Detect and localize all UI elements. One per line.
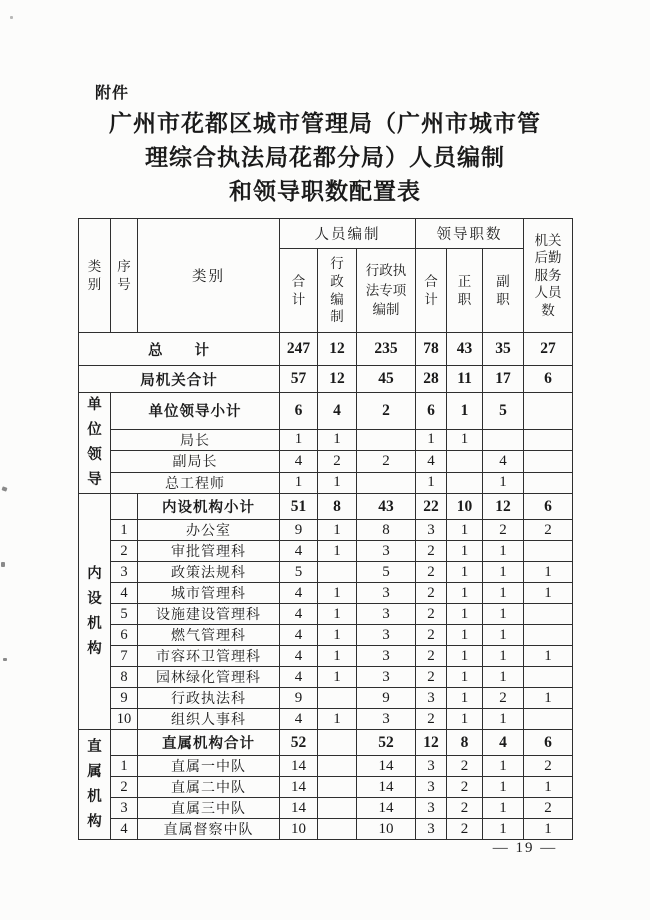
row-label-cell: 城市管理科 bbox=[138, 583, 280, 604]
table-row bbox=[79, 625, 573, 646]
value-cell: 1 bbox=[483, 709, 524, 730]
table-row bbox=[79, 819, 573, 840]
value-cell: 2 bbox=[416, 709, 447, 730]
value-cell: 3 bbox=[357, 541, 416, 562]
value-cell: 3 bbox=[416, 819, 447, 840]
value-cell: 1 bbox=[447, 646, 483, 667]
row-label-cell: 政策法规科 bbox=[138, 562, 280, 583]
page-number: — 19 — bbox=[492, 840, 558, 856]
scan-speck bbox=[1, 562, 5, 567]
value-cell: 3 bbox=[416, 520, 447, 541]
header-staffing-law: 行政执法专项编制 bbox=[357, 249, 416, 333]
section-label-cell: 内设机构 bbox=[79, 494, 111, 730]
header-leadership-group: 领导职数 bbox=[416, 219, 524, 249]
header-staffing-admin: 行政编制 bbox=[318, 249, 357, 333]
table-row bbox=[79, 667, 573, 688]
value-cell: 1 bbox=[447, 604, 483, 625]
value-cell: 22 bbox=[416, 494, 447, 520]
value-cell: 28 bbox=[416, 366, 447, 393]
value-cell: 6 bbox=[524, 366, 573, 393]
serial-cell: 3 bbox=[111, 562, 138, 583]
value-cell: 1 bbox=[524, 562, 573, 583]
row-label-cell: 直属二中队 bbox=[138, 777, 280, 798]
value-cell: 4 bbox=[280, 541, 318, 562]
value-cell: 1 bbox=[483, 646, 524, 667]
value-cell: 1 bbox=[318, 472, 357, 493]
value-cell: 235 bbox=[357, 333, 416, 366]
table-row bbox=[79, 451, 573, 472]
value-cell: 1 bbox=[318, 709, 357, 730]
value-cell: 78 bbox=[416, 333, 447, 366]
value-cell: 1 bbox=[483, 798, 524, 819]
value-cell: 4 bbox=[483, 451, 524, 472]
value-cell: 4 bbox=[280, 625, 318, 646]
value-cell bbox=[524, 604, 573, 625]
value-cell: 8 bbox=[318, 494, 357, 520]
row-label-cell: 直属机构合计 bbox=[138, 730, 280, 756]
value-cell: 2 bbox=[416, 625, 447, 646]
value-cell: 4 bbox=[280, 646, 318, 667]
value-cell bbox=[524, 451, 573, 472]
table-row bbox=[79, 730, 573, 756]
row-label-cell: 总工程师 bbox=[111, 472, 280, 493]
value-cell: 2 bbox=[447, 798, 483, 819]
value-cell: 1 bbox=[447, 709, 483, 730]
value-cell: 6 bbox=[280, 393, 318, 430]
value-cell: 2 bbox=[483, 688, 524, 709]
value-cell: 247 bbox=[280, 333, 318, 366]
value-cell: 2 bbox=[416, 583, 447, 604]
value-cell: 52 bbox=[357, 730, 416, 756]
row-label-cell: 单位领导小计 bbox=[111, 393, 280, 430]
value-cell bbox=[524, 472, 573, 493]
table-row bbox=[79, 562, 573, 583]
header-logistics: 机关后勤服务人员数 bbox=[524, 219, 573, 333]
value-cell: 1 bbox=[318, 583, 357, 604]
value-cell bbox=[318, 819, 357, 840]
serial-cell: 1 bbox=[111, 520, 138, 541]
row-label-cell: 直属督察中队 bbox=[138, 819, 280, 840]
serial-cell bbox=[111, 730, 138, 756]
value-cell: 2 bbox=[357, 451, 416, 472]
value-cell bbox=[357, 472, 416, 493]
value-cell: 2 bbox=[524, 520, 573, 541]
value-cell: 14 bbox=[280, 798, 318, 819]
value-cell: 9 bbox=[357, 688, 416, 709]
value-cell bbox=[524, 393, 573, 430]
row-label-cell: 局机关合计 bbox=[79, 366, 280, 393]
row-label-cell: 审批管理科 bbox=[138, 541, 280, 562]
value-cell: 3 bbox=[416, 756, 447, 777]
value-cell: 2 bbox=[524, 798, 573, 819]
value-cell: 3 bbox=[357, 709, 416, 730]
value-cell: 14 bbox=[357, 777, 416, 798]
value-cell: 5 bbox=[280, 562, 318, 583]
value-cell: 12 bbox=[416, 730, 447, 756]
value-cell: 35 bbox=[483, 333, 524, 366]
value-cell: 3 bbox=[357, 646, 416, 667]
value-cell: 4 bbox=[483, 730, 524, 756]
scan-speck bbox=[10, 16, 13, 19]
row-label-cell: 设施建设管理科 bbox=[138, 604, 280, 625]
value-cell: 45 bbox=[357, 366, 416, 393]
table-row bbox=[79, 688, 573, 709]
serial-cell: 4 bbox=[111, 583, 138, 604]
value-cell: 2 bbox=[416, 646, 447, 667]
row-label-cell: 组织人事科 bbox=[138, 709, 280, 730]
header-category: 类别 bbox=[138, 219, 280, 333]
value-cell: 12 bbox=[318, 366, 357, 393]
value-cell: 1 bbox=[447, 583, 483, 604]
title-line-2: 理综合执法局花都分局）人员编制 bbox=[145, 145, 505, 170]
value-cell: 4 bbox=[280, 583, 318, 604]
value-cell: 9 bbox=[280, 688, 318, 709]
title-line-3: 和领导职数配置表 bbox=[229, 179, 421, 204]
row-label-cell: 副局长 bbox=[111, 451, 280, 472]
value-cell: 1 bbox=[318, 625, 357, 646]
value-cell: 2 bbox=[447, 819, 483, 840]
value-cell bbox=[318, 756, 357, 777]
value-cell: 3 bbox=[416, 798, 447, 819]
value-cell: 4 bbox=[280, 709, 318, 730]
value-cell bbox=[318, 730, 357, 756]
header-row-groups bbox=[79, 219, 573, 249]
serial-cell: 3 bbox=[111, 798, 138, 819]
value-cell: 1 bbox=[483, 472, 524, 493]
serial-cell: 7 bbox=[111, 646, 138, 667]
value-cell: 1 bbox=[524, 646, 573, 667]
value-cell: 10 bbox=[447, 494, 483, 520]
value-cell: 8 bbox=[447, 730, 483, 756]
value-cell: 14 bbox=[280, 777, 318, 798]
row-label-cell: 直属一中队 bbox=[138, 756, 280, 777]
value-cell bbox=[524, 709, 573, 730]
row-label-cell: 直属三中队 bbox=[138, 798, 280, 819]
value-cell bbox=[447, 451, 483, 472]
value-cell bbox=[483, 429, 524, 450]
section-label-cell: 单位领导 bbox=[79, 393, 111, 494]
value-cell: 3 bbox=[357, 604, 416, 625]
value-cell: 1 bbox=[447, 625, 483, 646]
value-cell: 12 bbox=[483, 494, 524, 520]
table-row bbox=[79, 472, 573, 493]
serial-cell: 1 bbox=[111, 756, 138, 777]
scan-speck bbox=[3, 658, 7, 661]
value-cell: 43 bbox=[447, 333, 483, 366]
value-cell: 11 bbox=[447, 366, 483, 393]
value-cell: 14 bbox=[357, 798, 416, 819]
value-cell: 1 bbox=[483, 819, 524, 840]
value-cell bbox=[318, 798, 357, 819]
value-cell: 1 bbox=[318, 667, 357, 688]
value-cell: 1 bbox=[447, 667, 483, 688]
value-cell: 1 bbox=[483, 625, 524, 646]
value-cell: 1 bbox=[483, 667, 524, 688]
value-cell: 17 bbox=[483, 366, 524, 393]
value-cell: 1 bbox=[524, 777, 573, 798]
value-cell: 10 bbox=[280, 819, 318, 840]
value-cell bbox=[318, 777, 357, 798]
value-cell: 3 bbox=[357, 583, 416, 604]
value-cell: 2 bbox=[416, 541, 447, 562]
header-staffing-total: 合计 bbox=[280, 249, 318, 333]
value-cell bbox=[524, 625, 573, 646]
value-cell: 8 bbox=[357, 520, 416, 541]
value-cell: 4 bbox=[416, 451, 447, 472]
table-row bbox=[79, 494, 573, 520]
value-cell: 1 bbox=[318, 429, 357, 450]
section-label-cell: 直属机构 bbox=[79, 730, 111, 840]
value-cell: 2 bbox=[447, 756, 483, 777]
value-cell: 2 bbox=[416, 562, 447, 583]
scan-speck bbox=[1, 486, 7, 491]
value-cell bbox=[357, 429, 416, 450]
value-cell: 43 bbox=[357, 494, 416, 520]
table-row bbox=[79, 520, 573, 541]
value-cell: 3 bbox=[357, 625, 416, 646]
row-label-cell: 燃气管理科 bbox=[138, 625, 280, 646]
header-leadership-deputy: 副职 bbox=[483, 249, 524, 333]
value-cell: 1 bbox=[524, 688, 573, 709]
value-cell: 6 bbox=[524, 494, 573, 520]
header-category-group: 类别 bbox=[79, 219, 111, 333]
serial-cell: 8 bbox=[111, 667, 138, 688]
value-cell: 1 bbox=[447, 393, 483, 430]
value-cell: 12 bbox=[318, 333, 357, 366]
table-row bbox=[79, 709, 573, 730]
row-label-cell: 行政执法科 bbox=[138, 688, 280, 709]
table-row bbox=[79, 366, 573, 393]
row-label-cell: 内设机构小计 bbox=[138, 494, 280, 520]
value-cell: 1 bbox=[280, 472, 318, 493]
serial-cell: 9 bbox=[111, 688, 138, 709]
title-line-1: 广州市花都区城市管理局（广州市城市管 bbox=[109, 111, 541, 136]
value-cell: 4 bbox=[280, 667, 318, 688]
value-cell: 2 bbox=[357, 393, 416, 430]
value-cell: 1 bbox=[483, 756, 524, 777]
value-cell bbox=[318, 688, 357, 709]
value-cell: 2 bbox=[416, 667, 447, 688]
value-cell: 9 bbox=[280, 520, 318, 541]
value-cell: 1 bbox=[483, 604, 524, 625]
value-cell: 52 bbox=[280, 730, 318, 756]
table-body bbox=[79, 333, 573, 840]
value-cell: 1 bbox=[318, 604, 357, 625]
value-cell: 1 bbox=[447, 562, 483, 583]
value-cell bbox=[524, 429, 573, 450]
serial-cell bbox=[111, 494, 138, 520]
table-row bbox=[79, 777, 573, 798]
header-staffing-group: 人员编制 bbox=[280, 219, 416, 249]
row-label-cell: 市容环卫管理科 bbox=[138, 646, 280, 667]
value-cell: 1 bbox=[483, 583, 524, 604]
value-cell: 3 bbox=[357, 667, 416, 688]
value-cell: 2 bbox=[524, 756, 573, 777]
serial-cell: 2 bbox=[111, 777, 138, 798]
value-cell: 1 bbox=[447, 541, 483, 562]
serial-cell: 10 bbox=[111, 709, 138, 730]
value-cell: 6 bbox=[524, 730, 573, 756]
value-cell: 27 bbox=[524, 333, 573, 366]
value-cell: 1 bbox=[416, 472, 447, 493]
staffing-configuration-table bbox=[78, 218, 573, 840]
table-row bbox=[79, 541, 573, 562]
value-cell: 1 bbox=[483, 777, 524, 798]
header-serial: 序号 bbox=[111, 219, 138, 333]
value-cell: 14 bbox=[357, 756, 416, 777]
value-cell: 10 bbox=[357, 819, 416, 840]
value-cell: 1 bbox=[318, 541, 357, 562]
row-label-cell: 局长 bbox=[111, 429, 280, 450]
value-cell: 1 bbox=[524, 819, 573, 840]
value-cell: 51 bbox=[280, 494, 318, 520]
serial-cell: 6 bbox=[111, 625, 138, 646]
header-leadership-principal: 正职 bbox=[447, 249, 483, 333]
value-cell: 1 bbox=[447, 688, 483, 709]
value-cell: 2 bbox=[318, 451, 357, 472]
value-cell bbox=[524, 541, 573, 562]
table-row bbox=[79, 604, 573, 625]
value-cell: 1 bbox=[447, 429, 483, 450]
table-row bbox=[79, 646, 573, 667]
value-cell: 1 bbox=[447, 520, 483, 541]
value-cell bbox=[524, 667, 573, 688]
row-label-cell: 园林绿化管理科 bbox=[138, 667, 280, 688]
value-cell: 1 bbox=[318, 646, 357, 667]
serial-cell: 4 bbox=[111, 819, 138, 840]
value-cell: 5 bbox=[357, 562, 416, 583]
value-cell: 3 bbox=[416, 777, 447, 798]
table-row bbox=[79, 756, 573, 777]
value-cell: 1 bbox=[483, 562, 524, 583]
value-cell: 1 bbox=[483, 541, 524, 562]
value-cell: 1 bbox=[280, 429, 318, 450]
table-row bbox=[79, 798, 573, 819]
value-cell: 4 bbox=[318, 393, 357, 430]
value-cell: 6 bbox=[416, 393, 447, 430]
table-row bbox=[79, 333, 573, 366]
table-row bbox=[79, 393, 573, 430]
value-cell: 2 bbox=[483, 520, 524, 541]
value-cell: 5 bbox=[483, 393, 524, 430]
row-label-cell: 总 计 bbox=[79, 333, 280, 366]
document-title bbox=[0, 107, 650, 209]
table-row bbox=[79, 583, 573, 604]
table-row bbox=[79, 429, 573, 450]
value-cell: 14 bbox=[280, 756, 318, 777]
value-cell bbox=[447, 472, 483, 493]
value-cell: 1 bbox=[416, 429, 447, 450]
value-cell bbox=[318, 562, 357, 583]
value-cell: 1 bbox=[524, 583, 573, 604]
serial-cell: 2 bbox=[111, 541, 138, 562]
attachment-label: 附件 bbox=[95, 85, 130, 102]
value-cell: 57 bbox=[280, 366, 318, 393]
value-cell: 3 bbox=[416, 688, 447, 709]
row-label-cell: 办公室 bbox=[138, 520, 280, 541]
value-cell: 2 bbox=[416, 604, 447, 625]
value-cell: 2 bbox=[447, 777, 483, 798]
value-cell: 1 bbox=[318, 520, 357, 541]
header-leadership-total: 合计 bbox=[416, 249, 447, 333]
serial-cell: 5 bbox=[111, 604, 138, 625]
value-cell: 4 bbox=[280, 451, 318, 472]
value-cell: 4 bbox=[280, 604, 318, 625]
